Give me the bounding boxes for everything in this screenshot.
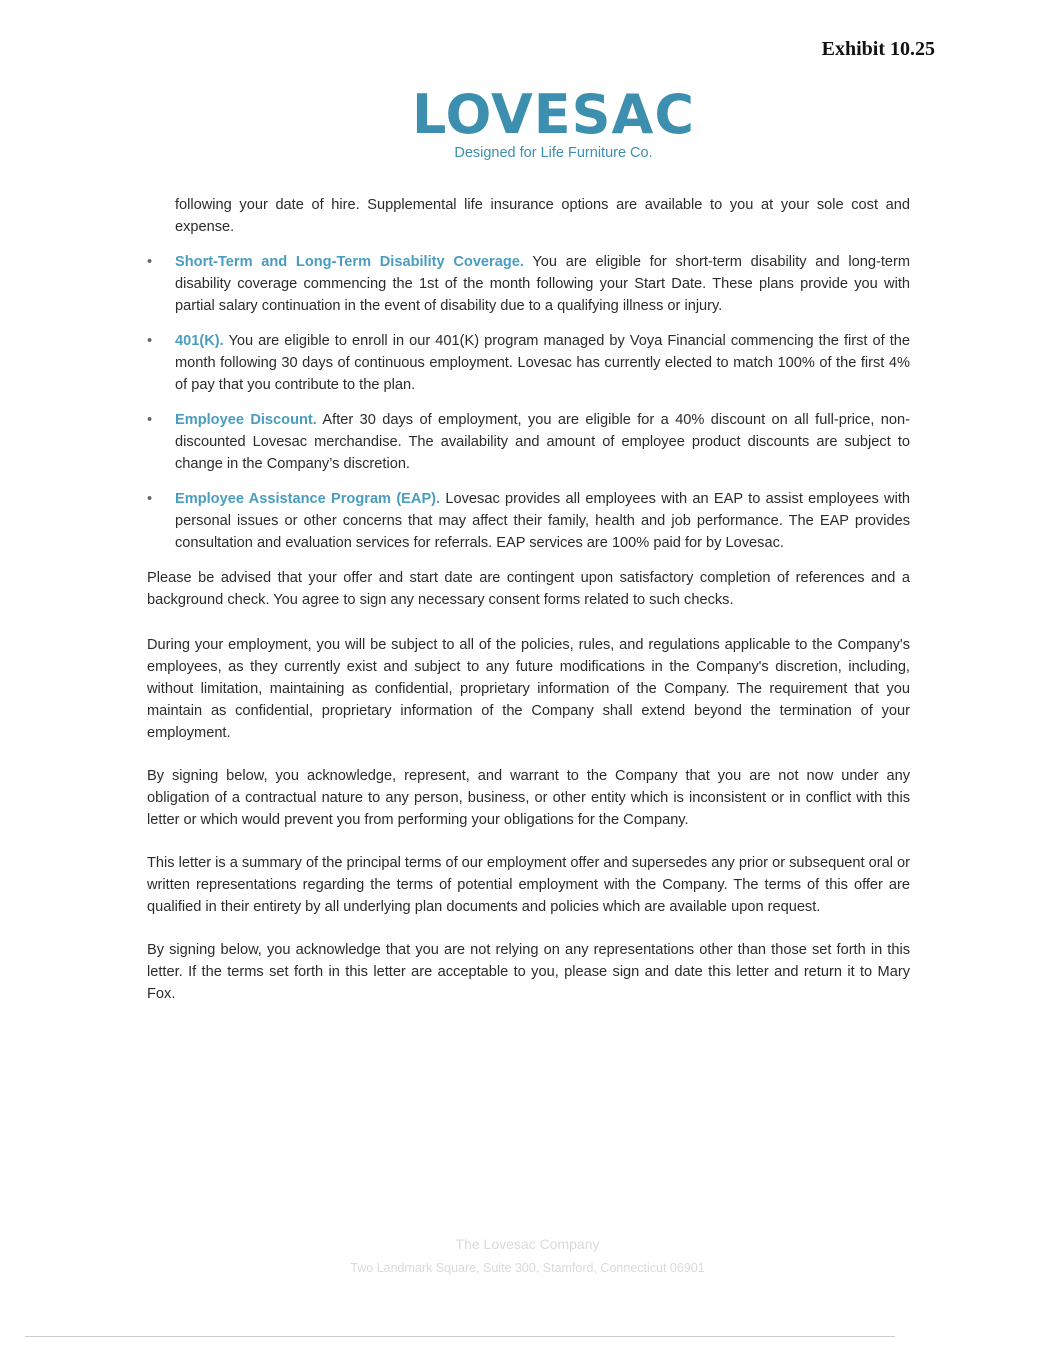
benefit-title: 401(K). [175,333,224,349]
benefit-text: You are eligible for short-term disability and long-term disability coverage commencing the 1st of the month following your Start Date. These plans provide you with partial salary continuation in the event of disability due to a qualifying illness or injury. [175,254,911,314]
benefit-text: Lovesac provides all employees with an EAP to assist employees with personal issues or other concerns that may affect their family, health and job performance. The EAP provides consultation and evaluation services for referrals. EAP services are 100% paid for by Lovesac. [175,491,910,551]
paragraph-acceptance: By signing below, you acknowledge that you are not relying on any representations other than those set forth in this letter. If the terms set forth in this letter are acceptable to you, please sign and date this letter and return it to Mary Fox. [147,942,910,1002]
benefit-discount [147,409,910,475]
bullet-icon: • [147,254,153,270]
benefits-list [147,251,910,554]
letterhead-footer [0,1235,1055,1277]
benefit-title: Short-Term and Long-Term Disability Coverage. [175,254,524,270]
lovesac-logo [0,83,1055,162]
bullet-icon: • [147,491,153,507]
bullet-icon: • [147,333,153,349]
paragraph-summary: This letter is a summary of the principal terms of our employment offer and supersedes any prior or subsequent oral or written representations regarding the terms of potential employment with the Company. The terms of this offer are qualified in their entirety by all underlying plan documents and policies which are available upon request. [147,855,911,915]
footer-address: Two Landmark Square, Suite 300, Stamford, Connecticut 06901 [350,1261,705,1275]
paragraph-policies: During your employment, you will be subject to all of the policies, rules, and regulations applicable to the Company's employees, as they currently exist and subject to any future modifications in the Company's discretion, including, without limitation, maintaining as confidential, proprietary information of the Company. The requirement that you maintain as confidential, proprietary information of the Company shall extend beyond the termination of your employment. [147,637,910,741]
exhibit-label: Exhibit 10.25 [821,38,935,60]
benefit-title: Employee Assistance Program (EAP). [175,491,441,507]
benefit-text: After 30 days of employment, you are eligible for a 40% discount on all full-price, non-discounted Lovesac merchandise. The availability and amount of employee product discounts are subject to change in the Company’s discretion. [175,412,910,472]
benefit-text: You are eligible to enroll in our 401(K) program managed by Voya Financial commencing the first of the month following 30 days of continuous employment. Lovesac has currently elected to match 100% of the first 4% of pay that you contribute to the plan. [175,333,911,393]
logo-tagline: Designed for Life Furniture Co. [454,145,653,161]
footer-company: The Lovesac Company [455,1236,600,1252]
letter-body [147,194,910,1026]
paragraph-background-check: Please be advised that your offer and start date are contingent upon satisfactory completion of references and a background check. You agree to sign any necessary consent forms related to such checks. [147,570,910,608]
logo-wordmark: LOVESAC [412,83,695,146]
bullet-icon: • [147,412,153,428]
continuation-text: following your date of hire. Supplemental life insurance options are available to you at your sole cost and expense. [175,197,910,235]
footer-divider [25,1336,895,1337]
benefit-401k [147,330,910,396]
benefit-title: Employee Discount. [175,412,317,428]
benefit-disability [147,251,910,317]
paragraph-obligations: By signing below, you acknowledge, represent, and warrant to the Company that you are not now under any obligation of a contractual nature to any person, business, or other entity which is inconsistent or in conflict with this letter or which would prevent you from performing your obligations for the Company. [147,768,910,828]
benefit-eap [147,488,910,554]
